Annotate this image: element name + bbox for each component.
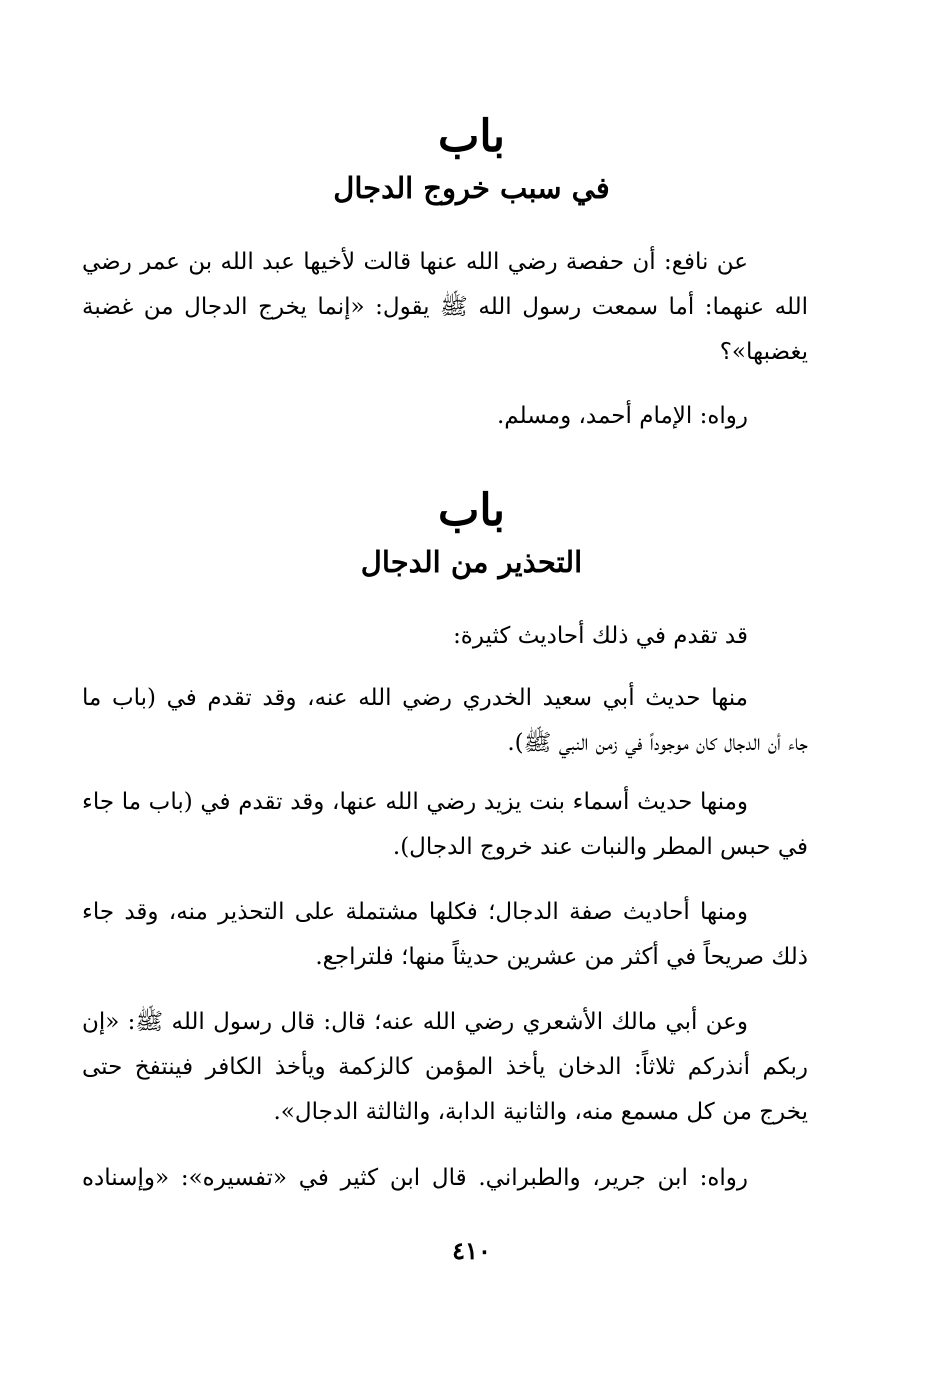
- text-line: وعن أبي مالك الأشعري رضي الله عنه؛ قال: قال رسول الله ﷺ: «إن: [82, 1009, 748, 1035]
- section1-bab-heading: باب: [437, 111, 506, 162]
- text-line: رواه: ابن جرير، والطبراني. قال ابن كثير في «تفسيره»: «وإسناده: [82, 1165, 748, 1191]
- text-line: قد تقدم في ذلك أحاديث كثيرة:: [453, 623, 748, 649]
- text-line: ربكم أنذركم ثلاثاً: الدخان يأخذ المؤمن كالزكمة ويأخذ الكافر فينتفخ حتى: [82, 1054, 808, 1080]
- text-line: ومنها أحاديث صفة الدجال؛ فكلها مشتملة على التحذير منه، وقد جاء: [82, 899, 748, 925]
- section2-paragraph-3: [82, 890, 808, 980]
- section1-hadith: [82, 240, 808, 375]
- text-line: ومنها حديث أسماء بنت يزيد رضي الله عنها، وقد تقدم في (باب ما جاء: [82, 789, 748, 815]
- text-line: يغضبها»؟: [719, 339, 808, 365]
- text-line: يخرج من كل مسمع منه، والثانية الدابة، والثالثة الدجال».: [273, 1099, 808, 1125]
- section1-title: في سبب خروج الدجال: [333, 171, 610, 205]
- section2-paragraph-5: [82, 1156, 808, 1201]
- section2-intro: [82, 614, 808, 659]
- text-line: رواه: الإمام أحمد، ومسلم.: [497, 403, 748, 429]
- section2-bab-heading: باب: [437, 485, 506, 536]
- text-line: الله عنهما: أما سمعت رسول الله ﷺ يقول: «إنما يخرج الدجال من غضبة: [82, 294, 808, 320]
- section1-riwaya: [82, 394, 808, 439]
- section2-title: التحذير من الدجال: [360, 545, 583, 579]
- page-number: ٤١٠: [452, 1236, 491, 1265]
- section2-paragraph-4: [82, 1000, 808, 1135]
- section2-paragraph-1: [82, 676, 808, 766]
- text-line: ذلك صريحاً في أكثر من عشرين حديثاً منها؛ فلتراجع.: [315, 944, 808, 970]
- text-line: في حبس المطر والنبات عند خروج الدجال).: [392, 834, 808, 860]
- text-line: جاء أن الدجال كان موجوداً في زمن النبي ﷺ).: [507, 730, 808, 756]
- text-line: عن نافع: أن حفصة رضي الله عنها قالت لأخيها عبد الله بن عمر رضي: [82, 249, 748, 275]
- text-line: منها حديث أبي سعيد الخدري رضي الله عنه، وقد تقدم في (باب ما: [82, 685, 748, 711]
- section2-paragraph-2: [82, 780, 808, 870]
